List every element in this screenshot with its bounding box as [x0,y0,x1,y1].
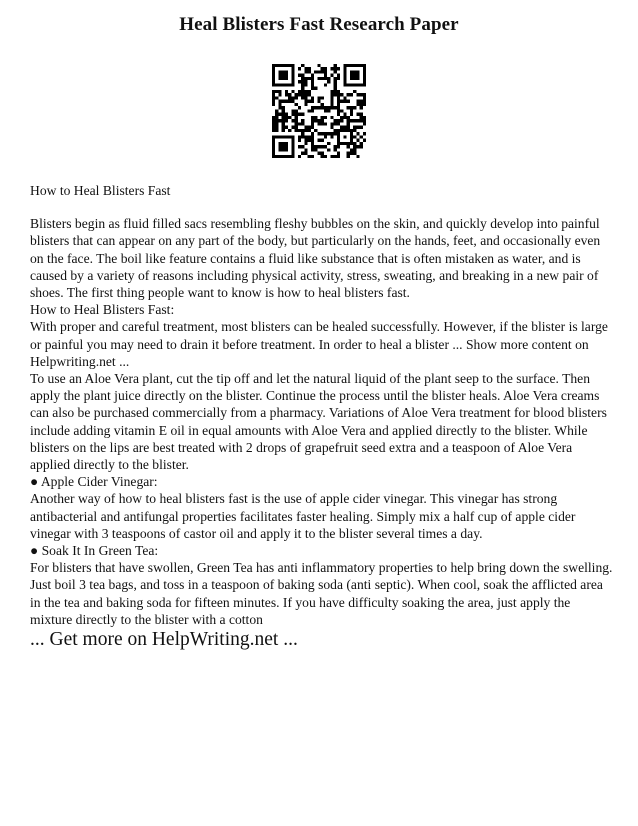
bullet-apple-cider-vinegar: ● Apple Cider Vinegar: [30,474,158,490]
qr-code-graphic [272,64,366,158]
paragraph-intro: Blisters begin as fluid filled sacs resembling fleshy bubbles on the skin, and quickly develop into painful blisters that can appear on any part of the body, but particularly on the hands, feet, and occasionally even on the face. The boil like feature contains a fluid like substance that is often mistaken as water, and is caused by a variety of reasons including physical activity, stress, sweating, and breaking in a new pair of shoes. The first thing people want to know is how to heal blisters fast. [30,216,601,301]
section-heading-how-to: How to Heal Blisters Fast: [30,302,175,318]
paragraph-green-tea: For blisters that have swollen, Green Tea has anti inflammatory properties to help bring down the swelling. Just boil 3 tea bags, and toss in a teaspoon of baking soda (anti septic). When cool, soak the afflicted area in the tea and baking soda for fifteen minutes. If you have difficulty soaking the area, just apply the mixture directly to the blister with a cotton [30,560,613,627]
article-body [30,182,615,628]
article-heading: How to Heal Blisters Fast [30,183,171,198]
paragraph-treatment: With proper and careful treatment, most blisters can be healed successfully. However, if the blister is large or painful you may need to drain it before treatment. In order to heal a blister ... Show more content on Helpwriting.net ... [30,319,608,369]
paragraph-aloe-vera: To use an Aloe Vera plant, cut the tip off and let the natural liquid of the plant seep to the surface. Then apply the plant juice directly on the blister. Continue the process until the blister heals. Aloe Vera creams can also be purchased commercially from a pharmacy. Variations of Aloe Vera treatment for blood blisters include adding vitamin E oil in equal amounts with Aloe Vera and applied directly to the blister. While blisters on the lips are best treated with 2 drops of grapefruit seed extra and a teaspoon of Aloe Vera applied directly to the blister. [30,371,607,473]
bullet-green-tea: ● Soak It In Green Tea: [30,543,159,559]
qr-code-icon[interactable] [272,64,366,158]
get-more-link[interactable]: ... Get more on HelpWriting.net ... [30,629,298,650]
document-title: Heal Blisters Fast Research Paper [179,14,459,35]
paragraph-apple-cider-vinegar: Another way of how to heal blisters fast is the use of apple cider vinegar. This vinegar has strong antibacterial and antifungal properties facilitates faster healing. Simply mix a half cup of apple cider vinegar with 3 teaspoons of castor oil and apply it to the blister several times a day. [30,491,576,541]
